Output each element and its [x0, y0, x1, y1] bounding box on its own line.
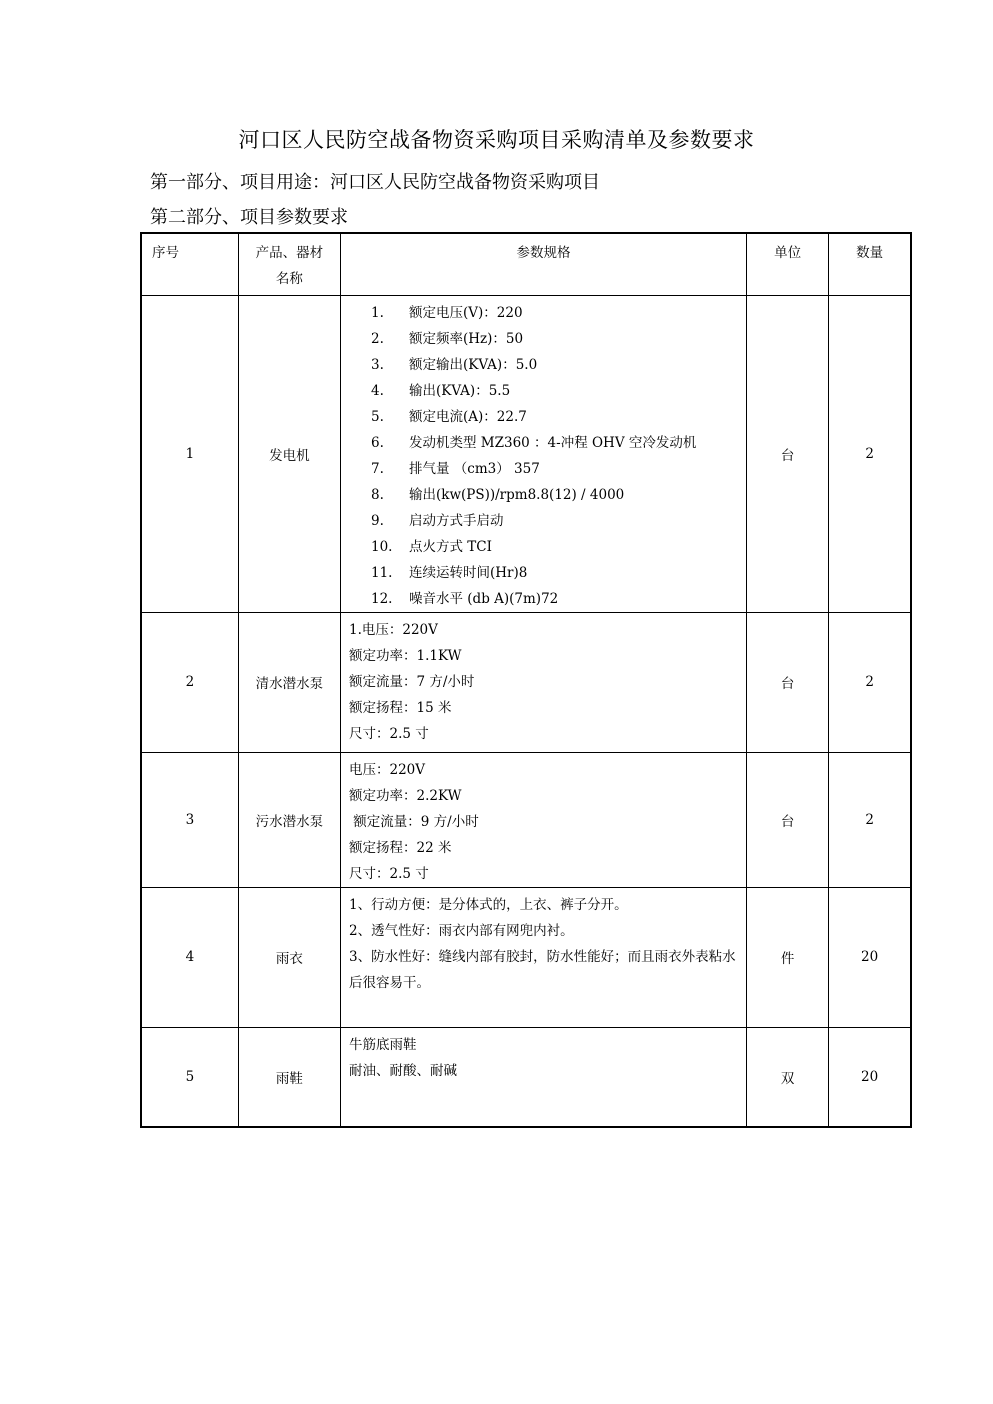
header-unit: 单位: [747, 233, 829, 295]
table-row: [141, 612, 911, 752]
row-no: 1: [141, 295, 238, 612]
table-row: [141, 1027, 911, 1127]
param-line: 3、防水性好：缝线内部有胶封，防水性能好；而且雨衣外表粘水后很容易干。: [349, 948, 736, 991]
param-item: 8. 输出(kw(PS))/rpm8.8(12) / 4000: [371, 486, 625, 503]
row-no: 2: [141, 612, 238, 752]
header-qty: 数量: [829, 233, 911, 295]
param-list: [349, 300, 740, 612]
table-header-row: [141, 233, 911, 295]
row-qty: 20: [829, 887, 911, 1027]
param-line: 2、透气性好：雨衣内部有网兜内衬。: [349, 922, 574, 939]
param-item: 10. 点火方式 TCI: [371, 538, 492, 555]
header-no: 序号: [141, 233, 238, 295]
param-line: 电压：220V: [349, 761, 426, 778]
header-spec: 参数规格: [341, 233, 747, 295]
row-no: 3: [141, 752, 238, 887]
table-row: [141, 752, 911, 887]
param-line: 牛筋底雨鞋: [349, 1036, 417, 1053]
param-item: 12. 噪音水平 (db A)(7m)72: [371, 590, 559, 607]
param-item: 3. 额定输出(KVA)：5.0: [371, 356, 538, 373]
param-line: 额定扬程：15 米: [349, 699, 452, 716]
param-line: 额定流量：9 方/小时: [349, 813, 479, 830]
document-title: 河口区人民防空战备物资采购项目采购清单及参数要求: [238, 128, 755, 152]
row-name: 发电机: [238, 295, 340, 612]
row-no: 4: [141, 887, 238, 1027]
procurement-table: [140, 232, 912, 1128]
param-item: 11. 连续运转时间(Hr)8: [371, 564, 528, 581]
param-item: 9. 启动方式手启动: [371, 512, 504, 529]
row-params: [341, 295, 747, 612]
row-qty: 2: [829, 612, 911, 752]
param-line: 1、行动方便：是分体式的，上衣、裤子分开。: [349, 896, 628, 913]
header-name: [238, 233, 340, 295]
param-item: 4. 输出(KVA)：5.5: [371, 382, 511, 399]
row-unit: 台: [747, 612, 829, 752]
param-item: 5. 额定电流(A)：22.7: [371, 408, 527, 425]
param-line: 耐油、耐酸、耐碱: [349, 1062, 457, 1079]
row-no: 5: [141, 1027, 238, 1127]
param-item: 1. 额定电压(V)：220: [371, 304, 523, 321]
param-item: 2. 额定频率(Hz)：50: [371, 330, 524, 347]
row-name: 污水潜水泵: [238, 752, 340, 887]
param-line: 尺寸：2.5 寸: [349, 725, 429, 742]
row-qty: 2: [829, 295, 911, 612]
row-params: [341, 1027, 747, 1127]
header-name-line2: 名称: [275, 271, 303, 287]
row-params: [341, 612, 747, 752]
row-qty: 2: [829, 752, 911, 887]
param-line: 额定扬程：22 米: [349, 839, 452, 856]
param-item: 6. 发动机类型 MZ360 ：4-冲程 OHV 空冷发动机: [371, 434, 697, 451]
param-line: 额定功率：1.1KW: [349, 647, 462, 664]
row-unit: 双: [747, 1027, 829, 1127]
row-unit: 台: [747, 752, 829, 887]
row-name: 清水潜水泵: [238, 612, 340, 752]
param-item: 7. 排气量 （cm3） 357: [371, 460, 540, 477]
param-line: 尺寸：2.5 寸: [349, 865, 429, 882]
row-name: 雨衣: [238, 887, 340, 1027]
row-params: [341, 752, 747, 887]
param-line: 1.电压：220V: [349, 621, 438, 638]
header-name-line1: 产品、器材: [255, 245, 324, 261]
part1-purpose: 第一部分、项目用途：河口区人民防空战备物资采购项目: [150, 172, 600, 193]
row-unit: 件: [747, 887, 829, 1027]
part2-heading: 第二部分、项目参数要求: [150, 207, 348, 228]
param-line: 额定功率：2.2KW: [349, 787, 462, 804]
row-unit: 台: [747, 295, 829, 612]
param-line: 额定流量：7 方/小时: [349, 673, 475, 690]
table-row: [141, 295, 911, 612]
row-name: 雨鞋: [238, 1027, 340, 1127]
row-params: [341, 887, 747, 1027]
row-qty: 20: [829, 1027, 911, 1127]
table-row: [141, 887, 911, 1027]
